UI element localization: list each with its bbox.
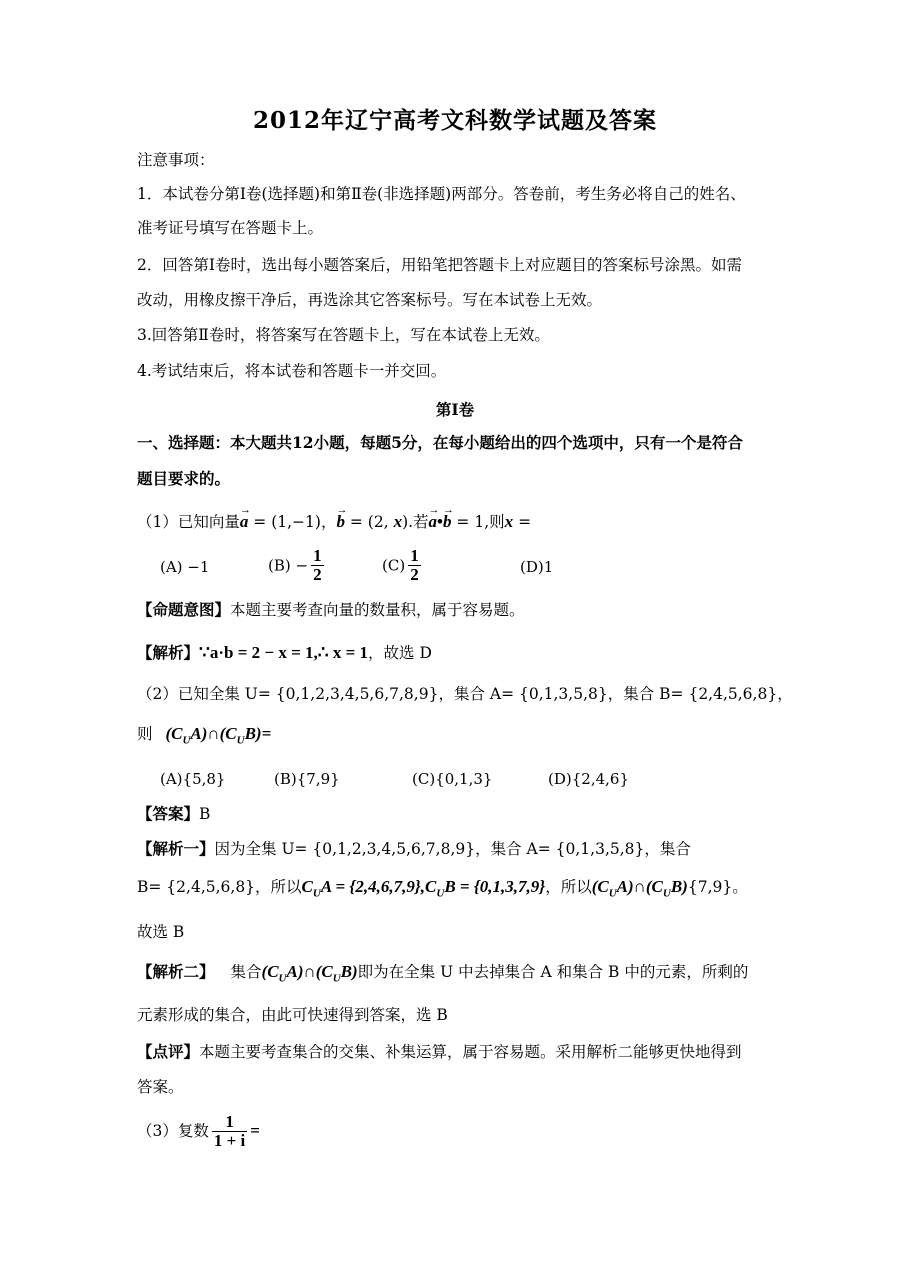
q1-text-1: = (1,−1)， <box>248 513 337 531</box>
q2-expr-c: B)= <box>244 724 272 743</box>
sub-u-b: U <box>436 887 445 900</box>
i-expr-a: (C <box>591 877 609 896</box>
vector-a-2: → a <box>429 512 438 532</box>
part-1-heading: 第Ⅰ卷 <box>435 400 475 419</box>
analysis-1-result: {7,9}。 <box>687 878 748 896</box>
frac-den-c: 2 <box>410 565 419 584</box>
analysis-math: ∵a·b = 2 − x = 1,∴ x = 1 <box>199 643 369 662</box>
q2-answer <box>137 804 210 824</box>
intent-text: 本题主要考查向量的数量积，属于容易题。 <box>230 601 525 619</box>
frac-num: 1 <box>313 546 322 565</box>
intent-label: 【命题意图】 <box>137 600 231 619</box>
dot-operator: • <box>437 512 443 531</box>
q1-option-b <box>268 547 327 584</box>
q2-sub-2: U <box>236 734 245 747</box>
section-instructions-line-1: 一、选择题：本大题共12小题，每题5分，在每小题给出的四个选项中，只有一个是符合 <box>137 433 743 452</box>
analysis-2-expr: $(C_UA)\cap(C_UB)$ <box>261 962 358 985</box>
q2-comment-line-1 <box>137 1042 742 1062</box>
q1-text-2: = (2, <box>344 513 394 531</box>
fraction-half <box>311 547 324 584</box>
notice-item-3: 3.回答第Ⅱ卷时，将答案写在答题卡上，写在本试卷上无效。 <box>137 326 550 344</box>
sub-u-a: U <box>312 887 321 900</box>
q1-option-c <box>382 547 424 584</box>
set-2: B = {0,1,3,7,9} <box>444 877 546 896</box>
q1-text-4: = 1,则 <box>451 513 505 531</box>
q2-sub-1: U <box>182 734 191 747</box>
section-instructions-line-2: 题目要求的。 <box>137 469 231 488</box>
q2-analysis-1-line-2 <box>137 877 748 903</box>
analysis-1-mid: ，所以 <box>545 878 592 896</box>
i-sub-2: U <box>662 887 671 900</box>
q1-option-c-prefix: (C) <box>382 556 406 575</box>
complement-b: $C_UB = \{0,1,3,7,9\}$ <box>425 877 546 900</box>
notice-heading: 注意事项： <box>137 151 215 169</box>
a2-sub-1: U <box>278 972 287 985</box>
vector-b: → b <box>336 512 345 532</box>
q1-text-5: = <box>513 513 532 531</box>
q3-prefix: （3）复数 <box>137 1122 209 1140</box>
var-x-2: x <box>504 512 514 531</box>
question-1-stem <box>137 512 531 532</box>
i-expr-b: A)∩(C <box>616 877 663 896</box>
q2-analysis-2-line-1 <box>137 962 748 988</box>
analysis-text: ，故选 D <box>368 644 432 662</box>
notice-item-1-line-1: 1．本试卷分第Ⅰ卷(选择题)和第Ⅱ卷(非选择题)两部分。答卷前，考生务必将自己的姓名、 <box>137 185 746 203</box>
notice-item-4: 4.考试结束后，将本试卷和答题卡一并交回。 <box>137 362 447 380</box>
q2-then: 则 <box>137 725 153 743</box>
q1-intent <box>137 600 525 620</box>
analysis-2-text: 即为在全集 U 中去掉集合 A 和集合 B 中的元素，所剩的 <box>357 963 749 981</box>
a2-sub-2: U <box>332 972 341 985</box>
q2-expression <box>165 724 272 747</box>
complement-a: $C_UA = \{2,4,6,7,9\}$, <box>301 877 426 900</box>
q2-option-a: (A){5,8} <box>160 770 226 788</box>
var-x: x <box>393 512 403 531</box>
q2-expr-a: (C <box>165 724 183 743</box>
frac-num-c: 1 <box>410 546 419 565</box>
q1-option-d: (D)1 <box>520 558 554 576</box>
q2-analysis-2-line-2: 元素形成的集合，由此可快速得到答案，选 B <box>137 1006 448 1024</box>
question-2-stem-line-2 <box>137 724 271 750</box>
analysis-2-label: 【解析二】 <box>137 962 215 981</box>
q1-option-a: (A) −1 <box>160 558 210 576</box>
q2-comment-line-2: 答案。 <box>137 1078 184 1096</box>
q1-analysis <box>137 643 432 663</box>
q1-text-3: ).若 <box>402 513 429 531</box>
q2-option-d: (D){2,4,6} <box>548 770 629 788</box>
question-2-stem-line-1: （2）已知全集 U= {0,1,2,3,4,5,6,7,8,9}，集合 A= {0,1,3,5,8}，集合 B= {2,4,5,6,8}， <box>137 685 793 703</box>
set-1: A = {2,4,6,7,9}, <box>320 877 426 896</box>
q3-num: 1 <box>225 1111 234 1131</box>
vector-a: → a <box>240 512 249 532</box>
question-3-stem <box>137 1110 260 1151</box>
q1-option-b-prefix: (B) − <box>268 556 309 575</box>
intersection-expr: $(C_UA)\cap(C_UB)$ <box>591 877 688 900</box>
q3-fraction <box>212 1113 247 1150</box>
notice-item-2-line-2: 改动，用橡皮擦干净后，再选涂其它答案标号。写在本试卷上无效。 <box>137 291 603 309</box>
page-title: 2012年辽宁高考文科数学试题及答案 <box>252 107 657 134</box>
a2-expr-b: A)∩(C <box>286 962 333 981</box>
analysis-1-prefix: B= {2,4,5,6,8}，所以 <box>137 878 302 896</box>
answer-label: 【答案】 <box>137 804 200 823</box>
answer-value: B <box>199 805 211 823</box>
comment-label: 【点评】 <box>137 1042 200 1061</box>
q2-analysis-1-line-1 <box>137 839 691 859</box>
q3-suffix: = <box>250 1121 260 1140</box>
frac-den: 2 <box>313 565 322 584</box>
q2-analysis-1-line-3: 故选 B <box>137 923 185 941</box>
q2-expr-b: A)∩(C <box>190 724 237 743</box>
fraction-half-c <box>408 547 421 584</box>
q1-prefix: （1）已知向量 <box>137 513 240 531</box>
notice-item-1-line-2: 准考证号填写在答题卡上。 <box>137 219 324 237</box>
q2-option-b: (B){7,9} <box>274 770 340 788</box>
q3-den: 1 + i <box>213 1130 246 1150</box>
comment-text: 本题主要考查集合的交集、补集运算，属于容易题。采用解析二能够更快地得到 <box>199 1043 742 1061</box>
q2-option-c: (C){0,1,3} <box>412 770 493 788</box>
i-sub-1: U <box>608 887 617 900</box>
a2-expr-a: (C <box>261 962 279 981</box>
analysis-label: 【解析】 <box>137 643 200 662</box>
analysis-1-label: 【解析一】 <box>137 839 215 858</box>
vector-b-2: → b <box>443 512 452 532</box>
analysis-2-pre: 集合 <box>230 963 262 981</box>
analysis-1-text: 因为全集 U= {0,1,2,3,4,5,6,7,8,9}，集合 A= {0,1,3,5,8}，集合 <box>214 840 691 858</box>
notice-item-2-line-1: 2．回答第Ⅰ卷时，选出每小题答案后，用铅笔把答题卡上对应题目的答案标号涂黑。如需 <box>137 256 742 274</box>
